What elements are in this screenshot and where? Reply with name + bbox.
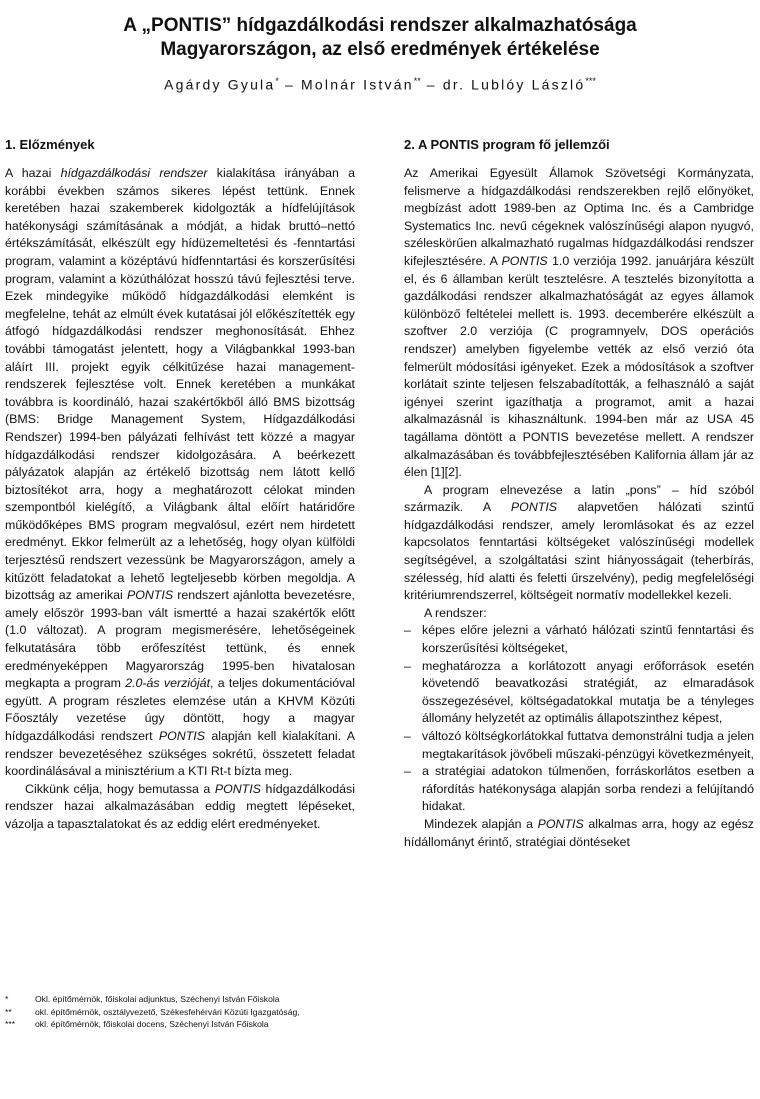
emphasis-run: PONTIS [537, 816, 584, 831]
feature-list [404, 622, 754, 816]
text-run: hídgazdálkodási rendszer hazai alkalmazásában eddig megtett lépéseket, vázolja a tapasztalatokat és az eddig elért eredményeket. [5, 781, 355, 831]
emphasis-run: PONTIS [510, 500, 558, 515]
right-paragraph-3: A rendszer: [424, 605, 487, 620]
footnote [5, 993, 465, 1006]
text-run: A program elnevezése a latin „pons” – híd szóból származik. A [404, 482, 754, 515]
author-line [0, 76, 760, 93]
emphasis-run: hídgazdálkodási rendszer [60, 166, 208, 180]
footnote-mark: ** [5, 1006, 12, 1017]
author-1-mark: * [275, 76, 279, 86]
title-line-2: Magyarországon, az első eredmények értékelése [160, 39, 600, 60]
text-run: kialakítása irányában a korábbi években számos sikeres lépést tettünk. Ennek keretében hazai szakemberek kidolgozták a hídfelújítások hatékonysági számításának a módját, a hidak bruttó–nettó értékszámítását, elkészült egy hídüzemeltetési és -fenntartási program, valamint a középtávú hídfenntartási és korszerűsítési program, valamint a közúthálózat hosszú távú fejlesztési terve. Ezek mindegyike működő hídgazdálkodási elemként is megfelelne, tehát az elmúlt évek kutatásai jól előkészítették egy átfogó hídgazdálkodási rendszer meghonosítását. Ehhez további támogatást jelentett, hogy a Világbankkal 1993-ban aláírt III. projekt egyik célkitűzése hazai management-rendszerek fejlesztése volt. Ennek keretében a munkákat továbbra is koordináló, hazai szakértőkből álló BMS bizottság (BMS: Bridge Management System, Hídgazdálkodási Rendszer) 1994-ben pályázati felhívást tett közzé a magyar hídgazdálkodási rendszer kidolgozására. A beérkezett pályázatok alapján az értékelő bizottság nem látott kellő biztosítékot arra, hogy a meghatározott célokat minden szempontból kielégítő, a Világbank által előírt határidőre működőképes BMS program megvalósul, ezért nem hirdetett eredményt. Ekkor felmerült az a lehetőség, hogy olyan külföldi terjesztésű rendszert vezessünk be Magyarországon, amely a kitűzött feladatokat a lehető legteljesebb körben megoldja. A bizottság az amerikai [5, 166, 355, 603]
author-1: Agárdy Gyula [164, 76, 276, 93]
footnote-text: okl. építőmérnök, osztályvezető, Székesfehérvári Közúti Igazgatóság, [35, 1006, 300, 1017]
left-paragraph-2 [5, 781, 355, 834]
text-run: A hazai [5, 166, 61, 180]
emphasis-run: PONTIS [501, 253, 548, 268]
author-2-mark: ** [413, 76, 421, 86]
text-run: Mindezek alapján a [424, 816, 538, 831]
title-line-1: A „PONTIS” hídgazdálkodási rendszer alkalmazhatósága [123, 15, 637, 36]
footnote [5, 1018, 465, 1031]
right-column [404, 136, 754, 851]
list-item: – változó költségkorlátokkal futtatva demonstrálni tudja a jelen megtakarítások jövőbeli műszaki-pénzügyi következményeit, [404, 728, 754, 763]
section-2-heading: 2. A PONTIS program fő jellemzői [404, 137, 610, 152]
text-run: Az Amerikai Egyesült Államok Szövetségi Kormányzata, felismerve a hídgazdálkodási rendszerekben rejlő előnyöket, megbízást adott 1989-ben az Optima Inc. és a Cambridge Systematics Inc. nevű cégeknek valószínűségi alapon nyugvó, széleskörűen alkalmazható rugalmas hídgazdálkodási rendszer kifejlesztésére. A [404, 166, 754, 268]
footnote-text: Okl. építőmérnök, főiskolai adjunktus, Széchenyi István Főiskola [35, 994, 280, 1004]
text-run: alapvetően hálózati szintű hídgazdálkodási rendszer, amely leromlásokat és az ezzel kapcsolatos fenntartási költségeket valószínűségi modellek segítségével, a szolgáltatási szint hiányosságait (teherbírás, szélesség, híd alatti és feletti űrszelvény), pedig megfelelőségi kritériumrendszerrel, költségeit normatív modellekkel kezeli. [404, 500, 754, 603]
right-paragraph-4 [404, 816, 754, 851]
footnote-mark: * [5, 994, 9, 1004]
text-run: rendszert ajánlotta bevezetésre, amely először 1993-ban vált ismertté a hazai szakértők előtt (1.0 változat). A program megismerésére, lehetőségeinek felkutatására több erőfeszítést tettünk, és ennek eredményeképpen Magyarország 1995-ben hivatalosan megkapta a program [5, 588, 355, 691]
list-item: – meghatározza a korlátozott anyagi erőforrások esetén követendő beavatkozási stratégiát, az elmaradások összegezésével, költségadatokkal mutatja be a tényleges állomány helyzetét az optimális állapotszinthez képest, [404, 658, 754, 728]
paper-title [0, 14, 760, 62]
author-3-mark: *** [585, 76, 596, 86]
text-run: 1.0 verziója 1992. januárjára készült el, és 6 államban került tesztelésre. A tesztelés bizonyította a gazdálkodási rendszer alkalmazhatóságát az egyes államok különböző feltételei mellett is. 1993. decemberére elkészült a szoftver 2.0 verziója (C programnyelv, DOS operációs rendszer) amelyben figyelembe vették az első verzió óta felmerült módosítási igényeket. Ezek a módosítások a szoftver korlátait szinte teljesen felszabadították, a felhasználó a saját igényei szerint igazíthatja a programot, amit a hazai alkalmazásnál is kihasználtunk. 1994-ben már az USA 45 tagállama döntött a PONTIS bevezetése mellett. A rendszer alkalmazásában és továbbfejlesztésében Kalifornia állam jár az élen [1][2]. [404, 253, 755, 480]
text-run: alapján kell kialakítani. A rendszer bevezetéséhez szükséges sokrétű, összetett feladat koordinálásával a minisztérium a KTI Rt-t bízta meg. [5, 729, 356, 779]
footnotes [5, 993, 465, 1031]
text-run: Cikkünk célja, hogy bemutassa a [25, 781, 215, 796]
author-2: – Molnár István [284, 76, 414, 93]
list-item: – képes előre jelezni a várható hálózati szintű fenntartási és korszerűsítési költségeket, [404, 622, 754, 657]
footnote [5, 1006, 465, 1019]
section-1-heading: 1. Előzmények [5, 137, 95, 152]
footnote-text: okl. építőmérnök, főiskolai docens, Széchenyi István Főiskola [35, 1019, 269, 1029]
text-run: alkalmas arra, hogy az egész hídállományt érintő, stratégiai döntéseket [404, 816, 754, 849]
left-column [5, 136, 355, 834]
left-paragraph-1 [5, 165, 355, 781]
right-paragraph-2 [404, 482, 754, 605]
emphasis-run: PONTIS [158, 729, 206, 743]
list-item: – a stratégiai adatokon túlmenően, forráskorlátos esetben a ráfordítás hatékonysága alapján sorba rendezi a felújítandó hidakat. [404, 763, 754, 816]
right-paragraph-1 [404, 165, 754, 482]
text-run: , a teljes dokumentációval együtt. A program részletes elemzése után a KHVM Közúti Főosztály vezetése úgy döntött, hogy a magyar hídgazdálkodási rendszert [5, 676, 355, 743]
footnote-mark: *** [5, 1019, 16, 1029]
emphasis-run: 2.0-ás verzióját [125, 676, 211, 691]
emphasis-run: PONTIS [126, 588, 174, 603]
author-3: – dr. Lublóy László [426, 76, 586, 93]
emphasis-run: PONTIS [214, 781, 261, 796]
